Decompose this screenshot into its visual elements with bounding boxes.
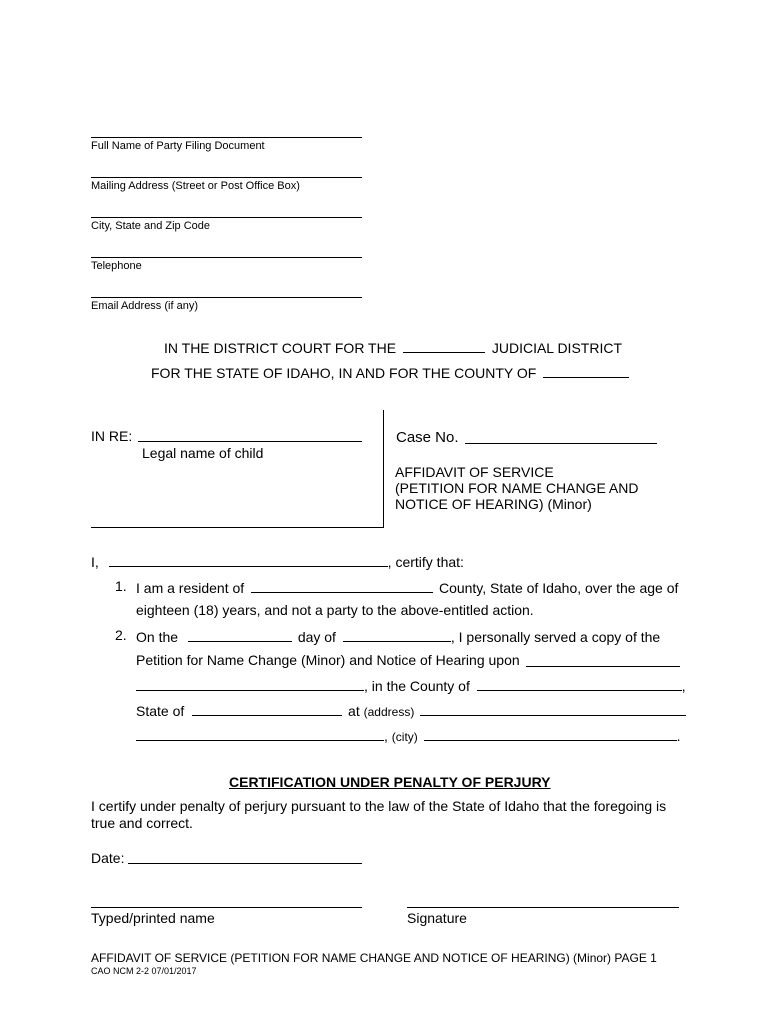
signature-line[interactable] — [407, 907, 679, 908]
service-day-field[interactable] — [188, 627, 292, 642]
item1-a: I am a resident of — [136, 580, 245, 596]
in-re-label: IN RE: — [91, 428, 133, 444]
city-state-zip-line[interactable] — [91, 217, 362, 218]
county-field[interactable] — [543, 363, 629, 378]
title-line1: AFFIDAVIT OF SERVICE — [395, 464, 554, 480]
served-person-line[interactable] — [526, 666, 680, 667]
certify-text: , certify that: — [387, 554, 464, 570]
title-line2: (PETITION FOR NAME CHANGE AND — [395, 480, 639, 496]
full-name-line[interactable] — [91, 137, 362, 138]
legal-name-label: Legal name of child — [142, 445, 264, 461]
item2-g-small: (address) — [363, 705, 415, 719]
item2-e: , in the County of — [364, 678, 470, 694]
item2-line-e — [136, 726, 681, 744]
city-state-zip-label: City, State and Zip Code — [91, 220, 211, 232]
served-county-field[interactable] — [477, 676, 682, 691]
item2-h-comma: , — [384, 728, 388, 744]
mailing-address-line[interactable] — [91, 177, 362, 178]
judicial-district-field[interactable] — [403, 338, 485, 353]
i-prefix: I, — [91, 554, 99, 570]
court-heading-line1 — [164, 338, 622, 356]
item2-num: 2. — [115, 627, 127, 643]
certification-text: I certify under penalty of perjury pursuant to the law of the State of Idaho that the foregoing is true and correct. — [91, 798, 667, 831]
certification-heading: CERTIFICATION UNDER PENALTY OF PERJURY — [229, 774, 551, 790]
court-line1-a: IN THE DISTRICT COURT FOR THE — [164, 340, 397, 356]
case-number — [396, 429, 459, 446]
served-person-cont-field[interactable] — [136, 676, 364, 691]
footer-title: AFFIDAVIT OF SERVICE (PETITION FOR NAME CHANGE AND NOTICE OF HEARING) (Minor) PAGE 1 — [91, 951, 657, 965]
item2-d: Petition for Name Change (Minor) and Notice of Hearing upon — [136, 652, 520, 668]
caption-divider — [383, 410, 384, 527]
item2-h-small: (city) — [391, 730, 418, 744]
item2-g: at — [348, 703, 360, 719]
item2-e-end: , — [681, 678, 686, 694]
item1-b: County, State of Idaho, over the age of — [438, 580, 679, 596]
case-no-label: Case No. — [396, 429, 459, 446]
item2-line-a — [136, 627, 660, 645]
item2-b: day of — [297, 629, 336, 645]
footer-code: CAO NCM 2-2 07/01/2017 — [91, 966, 197, 976]
date-line[interactable] — [128, 863, 362, 864]
child-name-line[interactable] — [138, 441, 362, 442]
item2-c: , I personally served a copy of the — [450, 629, 661, 645]
item2-line-b — [136, 652, 520, 668]
telephone-label: Telephone — [91, 260, 142, 272]
item2-line-d — [136, 701, 686, 719]
court-line2: FOR THE STATE OF IDAHO, IN AND FOR THE COUNTY OF — [151, 365, 537, 381]
mailing-address-label: Mailing Address (Street or Post Office Box) — [91, 180, 300, 192]
affiant-line — [91, 552, 464, 570]
resident-county-field[interactable] — [251, 578, 433, 593]
full-name-label: Full Name of Party Filing Document — [91, 140, 265, 152]
served-state-field[interactable] — [192, 701, 342, 716]
served-address-field[interactable] — [420, 701, 686, 716]
item1-line-a — [136, 578, 678, 596]
caption-bottom-line — [91, 527, 384, 528]
item2-line-c — [136, 676, 686, 694]
item2-f: State of — [136, 703, 185, 719]
case-number-line[interactable] — [465, 443, 657, 444]
typed-name-line[interactable] — [91, 907, 362, 908]
affiant-name-field[interactable] — [109, 552, 388, 567]
email-label: Email Address (if any) — [91, 300, 198, 312]
email-line[interactable] — [91, 297, 362, 298]
typed-name-label: Typed/printed name — [91, 910, 215, 926]
telephone-line[interactable] — [91, 257, 362, 258]
signature-label: Signature — [407, 910, 467, 926]
item1-c: eighteen (18) years, and not a party to the above-entitled action. — [136, 602, 534, 618]
item2-h-end: . — [676, 728, 681, 744]
date-label: Date: — [91, 850, 125, 866]
document-title — [395, 464, 638, 512]
title-line3: NOTICE OF HEARING) (Minor) — [395, 496, 592, 512]
item2-a: On the — [136, 629, 179, 645]
served-address-cont-field[interactable] — [136, 726, 384, 741]
item1-num: 1. — [115, 578, 127, 594]
court-line1-b: JUDICIAL DISTRICT — [491, 340, 622, 356]
service-month-field[interactable] — [343, 627, 451, 642]
served-city-field[interactable] — [424, 726, 677, 741]
court-heading-line2 — [151, 363, 629, 381]
